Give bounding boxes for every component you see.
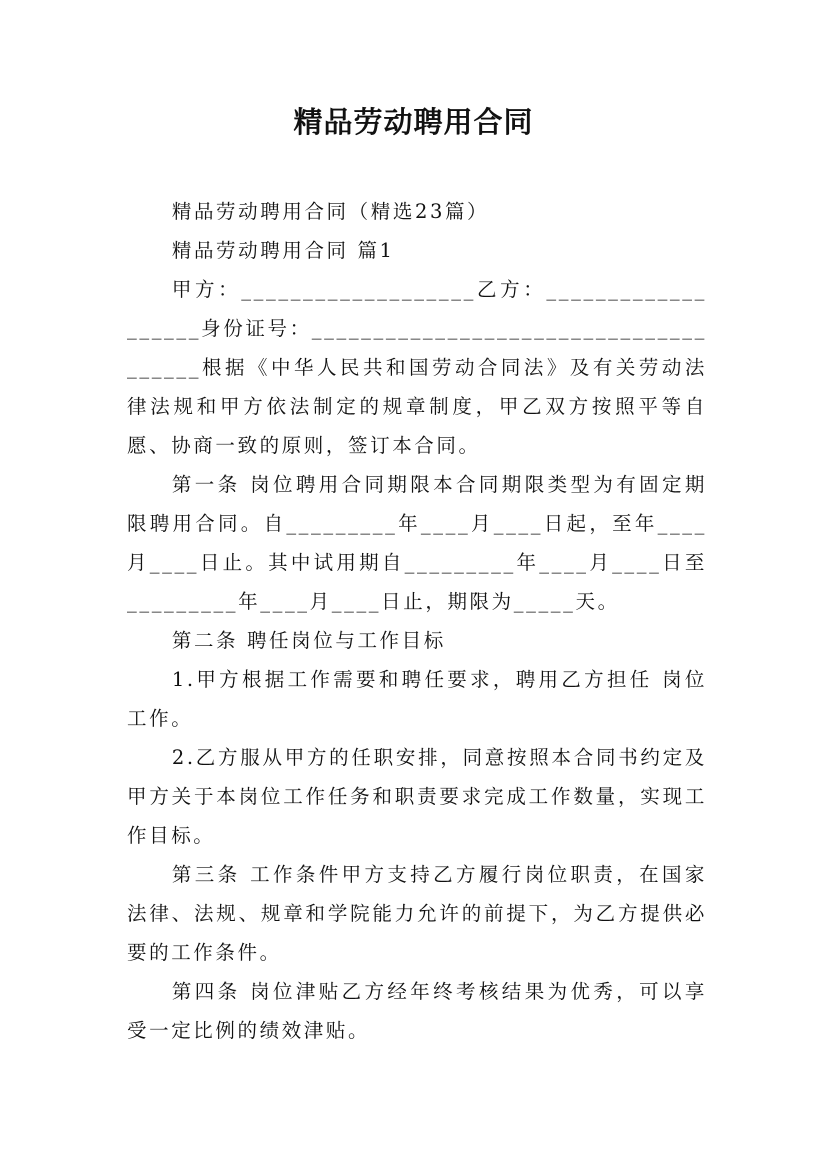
paragraph-article-2-heading: 第二条 聘任岗位与工作目标 (171, 629, 446, 652)
paragraph-parties: 甲方：___________________乙方：___________________身份证号：______________________________________根据《中华人民共和国劳动合同法》及有关劳动法律法规和甲方依法制定的规章制度，甲乙双方按照平等自愿、协商一致的原则，签订本合同。 (127, 278, 707, 457)
paragraph-article-1: 第一条 岗位聘用合同期限本合同期限类型为有固定期限聘用合同。自_________年____月____日起，至年____月____日止。其中试用期自_________年____月____日至_________年____月____日止，期限为_____天。 (127, 473, 707, 613)
paragraph-article-3: 第三条 工作条件甲方支持乙方履行岗位职责，在国家法律、法规、规章和学院能力允许的前提下，为乙方提供必要的工作条件。 (127, 863, 707, 964)
document-body (127, 192, 707, 1050)
paragraph-article-4: 第四条 岗位津贴乙方经年终考核结果为优秀，可以享受一定比例的绩效津贴。 (127, 980, 707, 1042)
paragraph-article-2-item-2: 2.乙方服从甲方的任职安排，同意按照本合同书约定及甲方关于本岗位工作任务和职责要求完成工作数量，实现工作目标。 (127, 746, 707, 847)
paragraph-heading: 精品劳动聘用合同 篇1 (171, 239, 395, 262)
paragraph-article-2-item-1: 1.甲方根据工作需要和聘任要求，聘用乙方担任 岗位工作。 (127, 668, 707, 730)
paragraph-intro: 精品劳动聘用合同（精选23篇） (171, 200, 490, 223)
document-title: 精品劳动聘用合同 (293, 105, 534, 139)
